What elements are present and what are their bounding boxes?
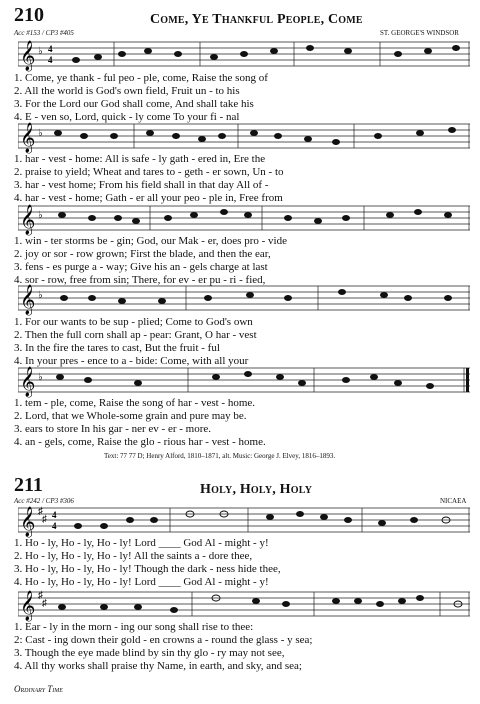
music-staff [18, 588, 470, 622]
svg-text:4: 4 [48, 44, 53, 54]
lyric-line: 1. Ho - ly, Ho - ly, Ho - ly! Lord ____ God Al - might - y! [14, 537, 269, 549]
lyric-line: 1. win - ter storms be - gin; God, our Mak - er, does pro - vide [14, 235, 287, 247]
lyric-line: 3. Though the eye made blind by sin thy glo - ry may not see, [14, 647, 285, 659]
svg-text:♭: ♭ [38, 290, 43, 301]
lyric-line: 2. Lord, that we Whole-some grain and pure may be. [14, 410, 247, 422]
hymn-source: Acc #153 / CP3 #405 [14, 29, 74, 37]
lyric-line: 4. an - gels, come, Raise the glo - rious har - vest - home. [14, 436, 266, 448]
lyric-line: 3. fens - es purge a - way; Give his an - gels charge at last [14, 261, 268, 273]
lyric-line: 1. Come, ye thank - ful peo - ple, come, Raise the song of [14, 72, 268, 84]
hymn-title: Holy, Holy, Holy [200, 482, 313, 497]
svg-text:𝄞: 𝄞 [20, 123, 36, 153]
svg-text:𝄞: 𝄞 [20, 285, 36, 315]
music-staff [18, 202, 470, 236]
svg-text:𝄞: 𝄞 [20, 591, 36, 621]
music-staff [18, 120, 470, 154]
hymn-number: 210 [14, 4, 44, 26]
lyric-line: 2: Cast - ing down their gold - en crowns a - round the glass - y sea; [14, 634, 313, 646]
svg-text:♯: ♯ [42, 514, 47, 525]
tune-name: ST. GEORGE'S WINDSOR [380, 29, 459, 37]
lyric-line: 3. ears to store In his gar - ner ev - er - more. [14, 423, 212, 435]
lyric-line: 3. har - vest home; From his field shall in that day All of - [14, 179, 269, 191]
svg-text:♯: ♯ [38, 590, 43, 601]
svg-text:♯: ♯ [42, 598, 47, 609]
music-staff [18, 504, 470, 538]
lyric-line: 4. sor - row, free from sin; There, for ev - er pu - ri - fied, [14, 274, 266, 286]
lyric-line: 1. tem - ple, come, Raise the song of har - vest - home. [14, 397, 256, 409]
svg-text:4: 4 [52, 521, 57, 531]
svg-text:♭: ♭ [38, 372, 43, 383]
hymn-credit: Text: 77 77 D; Henry Alford, 1810–1871, alt. Music: George J. Elvey, 1816–1893. [104, 452, 336, 460]
lyric-line: 1. har - vest - home: All is safe - ly gath - ered in, Ere the [14, 153, 266, 165]
svg-text:𝄞: 𝄞 [20, 507, 36, 537]
svg-text:4: 4 [48, 55, 53, 65]
lyric-line: 2. Ho - ly, Ho - ly, Ho - ly! All the saints a - dore thee, [14, 550, 253, 562]
page-footer: Ordinary Time [14, 684, 63, 694]
lyric-line: 3. For the Lord our God shall come, And shall take his [14, 98, 254, 110]
hymn-source: Acc #242 / CP3 #306 [14, 497, 74, 505]
lyric-line: 4. har - vest - home; Gath - er all your peo - ple in, Free from [14, 192, 283, 204]
music-staff [18, 282, 470, 316]
svg-text:♭: ♭ [38, 128, 43, 139]
lyric-line: 2. joy or sor - row grown; First the blade, and then the ear, [14, 248, 271, 260]
svg-text:𝄞: 𝄞 [20, 205, 36, 235]
music-staff [18, 38, 470, 72]
svg-text:♯: ♯ [38, 506, 43, 517]
hymn-number: 211 [14, 474, 43, 496]
svg-text:4: 4 [52, 510, 57, 520]
hymn-title: Come, Ye Thankful People, Come [150, 12, 363, 27]
svg-text:𝄞: 𝄞 [20, 41, 36, 71]
lyric-line: 2. praise to yield; Wheat and tares to - geth - er sown, Un - to [14, 166, 284, 178]
lyric-line: 2. All the world is God's own field, Fruit un - to his [14, 85, 240, 97]
lyric-line: 4. In your pres - ence to a - bide: Come, with all your [14, 355, 249, 367]
lyric-line: 4. Ho - ly, Ho - ly, Ho - ly! Lord ____ God Al - might - y! [14, 576, 269, 588]
lyric-line: 3. Ho - ly, Ho - ly, Ho - ly! Though the dark - ness hide thee, [14, 563, 281, 575]
lyric-line: 2. Then the full corn shall ap - pear: Grant, O har - vest [14, 329, 257, 341]
svg-text:𝄞: 𝄞 [20, 367, 36, 397]
lyric-line: 3. In the fire the tares to cast, But the fruit - ful [14, 342, 220, 354]
tune-name: NICAEA [440, 497, 467, 505]
lyric-line: 1. For our wants to be sup - plied; Come to God's own [14, 316, 253, 328]
music-staff [18, 364, 470, 398]
lyric-line: 4. All thy works shall praise thy Name, in earth, and sky, and sea; [14, 660, 302, 672]
lyric-line: 1. Ear - ly in the morn - ing our song shall rise to thee: [14, 621, 254, 633]
lyric-line: 4. E - ven so, Lord, quick - ly come To your fi - nal [14, 111, 240, 123]
svg-text:♭: ♭ [38, 46, 43, 57]
svg-text:♭: ♭ [38, 210, 43, 221]
